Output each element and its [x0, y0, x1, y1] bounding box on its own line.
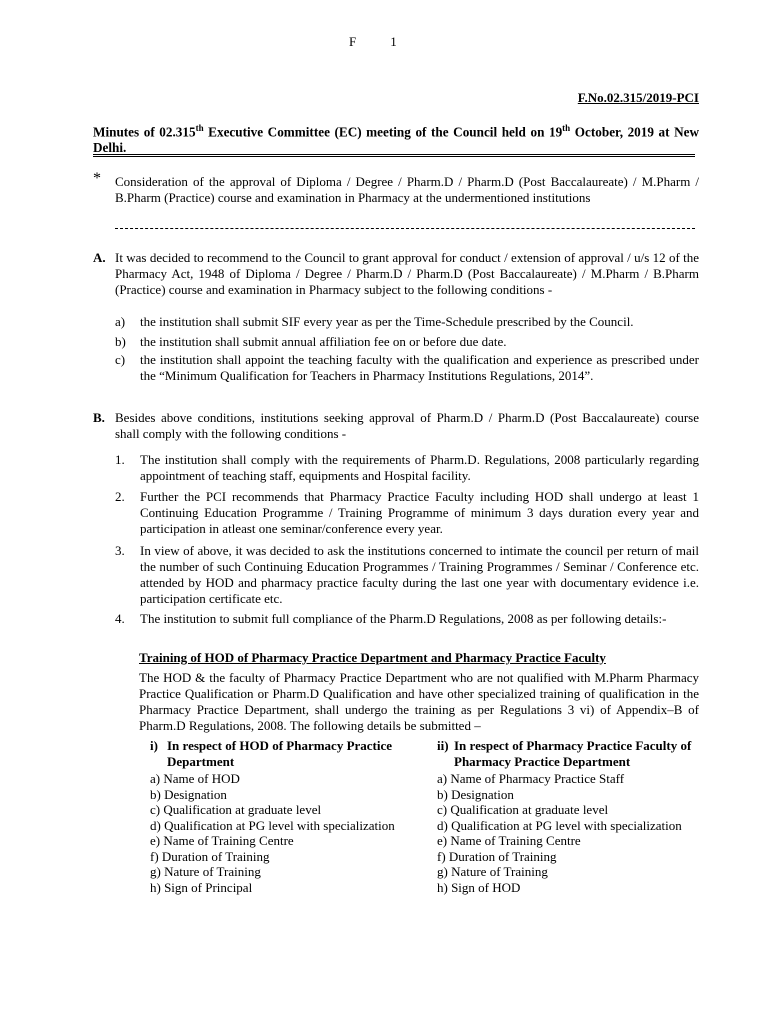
title-part1: Minutes of 02.315: [93, 124, 196, 140]
faculty-details-list: [437, 771, 682, 895]
list-item: h) Sign of Principal: [150, 879, 253, 895]
title-part3: October, 2019 at New Delhi.: [93, 124, 699, 156]
title-sup: th: [195, 123, 204, 133]
document-title: [93, 120, 699, 156]
list-item: f) Duration of Training: [437, 848, 557, 864]
list-item: g) Nature of Training: [150, 864, 261, 879]
section-a-text: It was decided to recommend to the Council to grant approval for conduct / extension of approval / u/s 12 of the Pharmacy Act, 1948 of Diploma / Degree / Pharm.D / Pharm.D (Post Baccalaureate) / M.Pharm / B.Pharm (Practice) course and examination in Pharmacy subject to the following conditions -: [115, 250, 699, 297]
dashed-rule: [115, 228, 695, 229]
column-1-heading: i) In respect of HOD of Pharmacy Practice Department: [150, 738, 393, 769]
list-item: d) Qualification at PG level with specialization: [150, 817, 395, 833]
column-2-heading: ii) In respect of Pharmacy Practice Faculty of Pharmacy Practice Department: [437, 738, 692, 769]
list-item: b) Designation: [150, 786, 227, 802]
title-part2: Executive Committee (EC) meeting of the Council held on 19: [203, 124, 563, 140]
list-item: g) Nature of Training: [437, 864, 548, 879]
condition-item: a) the institution shall submit SIF every year as per the Time-Schedule prescribed by the Council.: [115, 314, 634, 329]
list-item: a) Name of HOD: [150, 771, 240, 786]
list-item: b) Designation: [437, 786, 514, 802]
section-b-text: Besides above conditions, institutions seeking approval of Pharm.D / Pharm.D (Post Baccalaureate) course shall comply with the following conditions -: [115, 410, 699, 441]
condition-item: b) the institution shall submit annual affiliation fee on or before due date.: [115, 334, 507, 349]
list-item: d) Qualification at PG level with specialization: [437, 817, 682, 833]
training-paragraph: The HOD & the faculty of Pharmacy Practice Department who are not qualified with M.Pharm Pharmacy Practice Qualification or Pharm.D Qualification and have other specialized training of qualification in the Pharmacy Practice Department, shall undergo the training as per Regulations 3 vi) of Appendix–B of Pharm.D Regulations, 2008. The following details be submitted –: [139, 670, 699, 733]
list-item: f) Duration of Training: [150, 848, 270, 864]
list-item: h) Sign of HOD: [437, 879, 521, 895]
file-number: F.No.02.315/2019-PCI: [577, 90, 699, 105]
numbered-item: 1. The institution shall comply with the requirements of Pharm.D. Regulations, 2008 particularly regarding appointment of teaching staff, equipments and Hospital facility.: [115, 452, 699, 483]
section-b-label: B.: [93, 410, 105, 425]
list-item: c) Qualification at graduate level: [150, 802, 322, 817]
numbered-item: 2. Further the PCI recommends that Pharmacy Practice Faculty including HOD shall undergo at least 1 Continuing Education Programme / Training Programme of minimum 3 days duration every year and participation in atleast one seminar/conference every year.: [115, 489, 699, 536]
header-left: F: [349, 34, 357, 49]
training-heading: Training of HOD of Pharmacy Practice Department and Pharmacy Practice Faculty: [139, 650, 606, 665]
star-bullet: *: [93, 170, 101, 187]
agenda-item-text: Consideration of the approval of Diploma / Degree / Pharm.D / Pharm.D (Post Baccalaureate) / M.Pharm / B.Pharm (Practice) course and examination in Pharmacy at the undermentioned institutions: [115, 174, 699, 205]
hod-details-list: [150, 771, 395, 895]
section-a-label: A.: [93, 250, 106, 265]
list-item: a) Name of Pharmacy Practice Staff: [437, 771, 625, 786]
title-sup2: th: [562, 123, 571, 133]
numbered-item: 4. The institution to submit full compliance of the Pharm.D Regulations, 2008 as per following details:-: [115, 611, 667, 626]
page-header: [349, 34, 431, 50]
list-item: c) Qualification at graduate level: [437, 802, 609, 817]
page-number: 1: [390, 34, 397, 49]
numbered-item: 3. In view of above, it was decided to ask the institutions concerned to intimate the council per return of mail the number of such Continuing Education Programmes / Training Programmes / Seminar / Conference etc. attended by HOD and pharmacy practice faculty during the last one year with documentary evidence i.e. participation certificate etc.: [115, 543, 699, 606]
list-item: e) Name of Training Centre: [437, 833, 581, 848]
double-rule: [93, 154, 695, 157]
list-item: e) Name of Training Centre: [150, 833, 294, 848]
condition-item: c) the institution shall appoint the teaching faculty with the qualification and experience as prescribed under the “Minimum Qualification for Teachers in Pharmacy Institutions Regulations, 2014”.: [115, 352, 699, 383]
